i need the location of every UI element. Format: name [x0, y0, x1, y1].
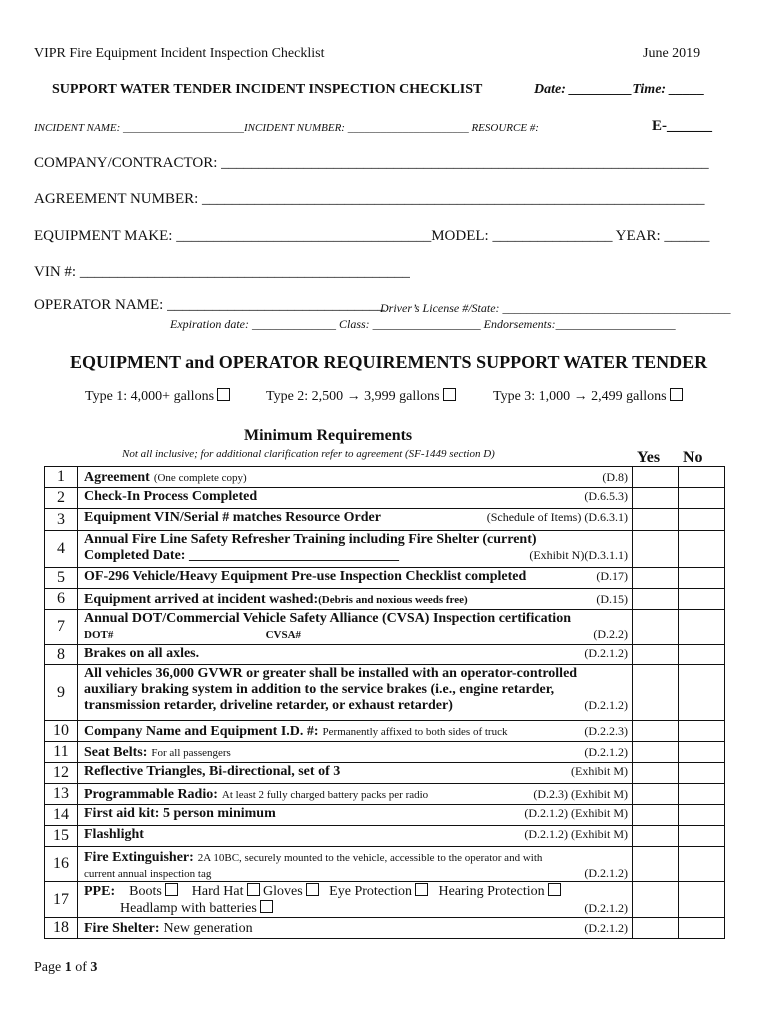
- row-main-text: Seat Belts:: [84, 745, 148, 760]
- operator-name-field[interactable]: OPERATOR NAME: _____________________________: [34, 297, 385, 313]
- row-number: 10: [45, 721, 78, 742]
- no-column-header: No: [683, 449, 703, 466]
- row-main-text: Programmable Radio:: [84, 787, 218, 802]
- table-row: [45, 509, 725, 531]
- no-cell[interactable]: [679, 509, 725, 531]
- row-reference: (D.2.3) (Exhibit M): [533, 787, 628, 801]
- row-description: [78, 665, 633, 721]
- row-reference: (D.2.1.2): [584, 921, 628, 935]
- type-2-label: Type 2: 2,500 → 3,999 gallons: [266, 389, 440, 404]
- row-main-text: First aid kit: 5 person minimum: [84, 806, 276, 821]
- row-description: [78, 467, 633, 488]
- hard-hat-label: Hard Hat: [191, 884, 244, 899]
- table-row: [45, 531, 725, 568]
- row-reference: (D.2.1.2): [584, 866, 628, 880]
- no-cell[interactable]: [679, 568, 725, 589]
- row-number: 1: [45, 467, 78, 488]
- type-3-option[interactable]: [493, 388, 683, 405]
- row-number: 13: [45, 784, 78, 805]
- page-indicator: [34, 960, 97, 976]
- minimum-requirements-heading: Minimum Requirements: [244, 427, 413, 444]
- table-row: [45, 645, 725, 665]
- table-row: [45, 742, 725, 763]
- type-3-checkbox[interactable]: [670, 388, 683, 401]
- table-row: [45, 610, 725, 645]
- yes-cell[interactable]: [633, 531, 679, 568]
- row-note: 2A 10BC, securely mounted to the vehicle, accessible to the operator and with: [197, 852, 543, 864]
- row-number: 11: [45, 742, 78, 763]
- row-reference: (D.2.2): [593, 627, 628, 641]
- no-cell[interactable]: [679, 467, 725, 488]
- no-cell[interactable]: [679, 645, 725, 665]
- section-title: EQUIPMENT and OPERATOR REQUIREMENTS SUPPORT WATER TENDER: [70, 352, 708, 372]
- yes-cell[interactable]: [633, 509, 679, 531]
- boots-checkbox[interactable]: [165, 883, 178, 896]
- row-reference: (D.2.1.2): [584, 698, 628, 712]
- row-reference: (Schedule of Items) (D.6.3.1): [486, 510, 628, 524]
- row-reference: (D.15): [596, 592, 628, 606]
- company-contractor-field[interactable]: COMPANY/CONTRACTOR: _________________________________________________________________: [34, 155, 709, 171]
- row-note: For all passengers: [151, 747, 231, 759]
- row-number: 14: [45, 805, 78, 826]
- gloves-checkbox[interactable]: [306, 883, 319, 896]
- row-reference: (D.2.1.2) (Exhibit M): [524, 806, 628, 820]
- equipment-make-field[interactable]: EQUIPMENT MAKE: __________________________________MODEL: ________________ YEAR: ______: [34, 228, 710, 244]
- row-number: 3: [45, 509, 78, 531]
- table-row: [45, 665, 725, 721]
- yes-cell[interactable]: [633, 645, 679, 665]
- not-all-inclusive-note: Not all inclusive; for additional clarification refer to agreement (SF-1449 section D): [122, 448, 495, 460]
- no-cell[interactable]: [679, 589, 725, 610]
- row-description: [78, 784, 633, 805]
- row-number: 8: [45, 645, 78, 665]
- row-main-text: Check-In Process Completed: [84, 489, 258, 504]
- hearing-protection-checkbox[interactable]: [548, 883, 561, 896]
- row-reference: (D.2.2.3): [584, 724, 628, 738]
- row-main-text: Reflective Triangles, Bi-directional, set of 3: [84, 764, 341, 779]
- row-number: 18: [45, 918, 78, 939]
- row-number: 7: [45, 610, 78, 645]
- no-cell[interactable]: [679, 665, 725, 721]
- row-number: 2: [45, 488, 78, 509]
- row-description: [78, 589, 633, 610]
- checklist-title: SUPPORT WATER TENDER INCIDENT INSPECTION CHECKLIST: [52, 82, 483, 97]
- row-reference: (D.6.5.3): [584, 489, 628, 503]
- type-1-checkbox[interactable]: [217, 388, 230, 401]
- cvsa-number-field[interactable]: CVSA#: [265, 629, 302, 641]
- row-note: At least 2 fully charged battery packs per radio: [221, 789, 429, 801]
- row-number: 6: [45, 589, 78, 610]
- page-label: Page: [34, 960, 62, 975]
- expiration-field[interactable]: Expiration date: ______________ Class: __________________ Endorsements:____________________: [170, 317, 676, 331]
- row-reference: (D.17): [596, 569, 628, 583]
- no-cell[interactable]: [679, 610, 725, 645]
- yes-cell[interactable]: [633, 847, 679, 882]
- row-description: [78, 918, 633, 939]
- requirements-table: [44, 466, 725, 939]
- eye-protection-label: Eye Protection: [329, 884, 412, 899]
- table-row: [45, 589, 725, 610]
- table-row: [45, 805, 725, 826]
- yes-cell[interactable]: [633, 610, 679, 645]
- page-of-label: of: [75, 960, 87, 975]
- row-reference: (D.2.1.2): [584, 901, 628, 915]
- row-note: New generation: [163, 921, 253, 936]
- yes-cell[interactable]: [633, 589, 679, 610]
- table-row: [45, 918, 725, 939]
- yes-cell[interactable]: [633, 488, 679, 509]
- row-main-text: Fire Extinguisher:: [84, 850, 194, 865]
- row-description: [78, 645, 633, 665]
- row-description: [78, 568, 633, 589]
- table-row: [45, 568, 725, 589]
- no-cell[interactable]: [679, 847, 725, 882]
- no-cell[interactable]: [679, 784, 725, 805]
- page-total: 3: [90, 960, 98, 975]
- page-number: 1: [64, 960, 72, 975]
- type-3-label: Type 3: 1,000 → 2,499 gallons: [493, 389, 667, 404]
- row-number: 4: [45, 531, 78, 568]
- vin-field[interactable]: VIN #: ____________________________________________: [34, 264, 410, 280]
- row-number: 9: [45, 665, 78, 721]
- row-main-text: Company Name and Equipment I.D. #:: [84, 724, 319, 739]
- date-time-field[interactable]: Date: _________Time: _____: [534, 82, 705, 97]
- table-row: [45, 763, 725, 784]
- no-cell[interactable]: [679, 531, 725, 568]
- row-note: (One complete copy): [153, 472, 247, 484]
- no-cell[interactable]: [679, 826, 725, 847]
- row-reference: (D.2.1.2): [584, 745, 628, 759]
- row-number: 5: [45, 568, 78, 589]
- row-main-text: Equipment VIN/Serial # matches Resource Order: [84, 510, 381, 525]
- row-description: [78, 531, 633, 568]
- no-cell[interactable]: [679, 488, 725, 509]
- no-cell[interactable]: [679, 882, 725, 918]
- type-2-checkbox[interactable]: [443, 388, 456, 401]
- type-1-label: Type 1: 4,000+ gallons: [85, 389, 215, 404]
- gloves-label: Gloves: [263, 884, 303, 899]
- resource-number-field[interactable]: E-______: [652, 118, 712, 134]
- table-row: [45, 826, 725, 847]
- type-2-option[interactable]: [266, 388, 456, 405]
- row-description: [78, 882, 633, 918]
- dot-number-field[interactable]: DOT#: [84, 629, 114, 641]
- row-main-text: Annual Fire Line Safety Refresher Training including Fire Shelter (current): [84, 532, 537, 547]
- yes-cell[interactable]: [633, 665, 679, 721]
- no-cell[interactable]: [679, 918, 725, 939]
- yes-cell[interactable]: [633, 826, 679, 847]
- yes-cell[interactable]: [633, 467, 679, 488]
- table-row: [45, 784, 725, 805]
- row-reference: (D.2.1.2): [584, 646, 628, 660]
- headlamp-checkbox[interactable]: [260, 900, 273, 913]
- row-description: [78, 763, 633, 784]
- row-description: [78, 721, 633, 742]
- yes-cell[interactable]: [633, 763, 679, 784]
- document-date: June 2019: [643, 46, 701, 61]
- row-number: 17: [45, 882, 78, 918]
- agreement-number-field[interactable]: AGREEMENT NUMBER: ___________________________________________________________________: [34, 191, 705, 207]
- row-description: [78, 847, 633, 882]
- yes-cell[interactable]: [633, 805, 679, 826]
- row-number: 12: [45, 763, 78, 784]
- type-1-option[interactable]: [85, 388, 230, 405]
- table-row: [45, 467, 725, 488]
- row-line-3: transmission retarder, driveline retarder, or exhaust retarder): [84, 698, 453, 713]
- row-note: Permanently affixed to both sides of truck: [322, 726, 508, 738]
- row-main-text: Brakes on all axles.: [84, 646, 200, 661]
- drivers-license-field[interactable]: Driver’s License #/State: ______________________________________: [380, 301, 731, 315]
- row-note-2: current annual inspection tag: [84, 868, 212, 880]
- incident-fields[interactable]: INCIDENT NAME: ______________________INCIDENT NUMBER: ______________________ RESOURCE #:: [34, 122, 539, 134]
- row-line-2: auxiliary braking system in addition to the service brakes (i.e., engine retarder,: [84, 682, 555, 697]
- no-cell[interactable]: [679, 763, 725, 784]
- yes-cell[interactable]: [633, 882, 679, 918]
- row-reference: (Exhibit M): [571, 764, 628, 778]
- eye-protection-checkbox[interactable]: [415, 883, 428, 896]
- table-row: [45, 488, 725, 509]
- row-reference: (D.8): [602, 470, 628, 484]
- yes-cell[interactable]: [633, 742, 679, 763]
- completed-date-field[interactable]: Completed Date: ______________________________: [84, 548, 399, 563]
- row-main-text: OF-296 Vehicle/Heavy Equipment Pre-use Inspection Checklist completed: [84, 569, 527, 584]
- row-number: 15: [45, 826, 78, 847]
- table-row: [45, 882, 725, 918]
- row-reference: (D.2.1.2) (Exhibit M): [524, 827, 628, 841]
- row-description: [78, 742, 633, 763]
- table-row: [45, 847, 725, 882]
- row-description: [78, 805, 633, 826]
- yes-column-header: Yes: [637, 449, 661, 466]
- no-cell[interactable]: [679, 721, 725, 742]
- row-line-1: All vehicles 36,000 GVWR or greater shall be installed with an operator-controlled: [84, 666, 578, 681]
- row-main-text: Annual DOT/Commercial Vehicle Safety Alliance (CVSA) Inspection certification: [84, 611, 571, 626]
- row-description: [78, 488, 633, 509]
- row-description: [78, 826, 633, 847]
- row-description: [78, 509, 633, 531]
- row-main-text: Equipment arrived at incident washed:: [84, 592, 319, 607]
- no-cell[interactable]: [679, 805, 725, 826]
- row-main-text: PPE:: [84, 884, 116, 899]
- row-reference: (Exhibit N)(D.3.1.1): [529, 548, 628, 562]
- hard-hat-checkbox[interactable]: [247, 883, 260, 896]
- yes-cell[interactable]: [633, 721, 679, 742]
- hearing-protection-label: Hearing Protection: [438, 884, 545, 899]
- table-row: [45, 721, 725, 742]
- row-main-text: Fire Shelter:: [84, 921, 160, 936]
- headlamp-label: Headlamp with batteries: [120, 901, 257, 916]
- row-description: [78, 610, 633, 645]
- row-main-text: Flashlight: [84, 827, 144, 842]
- row-number: 16: [45, 847, 78, 882]
- yes-cell[interactable]: [633, 918, 679, 939]
- yes-cell[interactable]: [633, 568, 679, 589]
- no-cell[interactable]: [679, 742, 725, 763]
- yes-cell[interactable]: [633, 784, 679, 805]
- boots-label: Boots: [129, 884, 162, 899]
- row-main-text: Agreement: [84, 470, 150, 485]
- document-title: VIPR Fire Equipment Incident Inspection Checklist: [34, 46, 325, 61]
- row-note: (Debris and noxious weeds free): [318, 594, 468, 606]
